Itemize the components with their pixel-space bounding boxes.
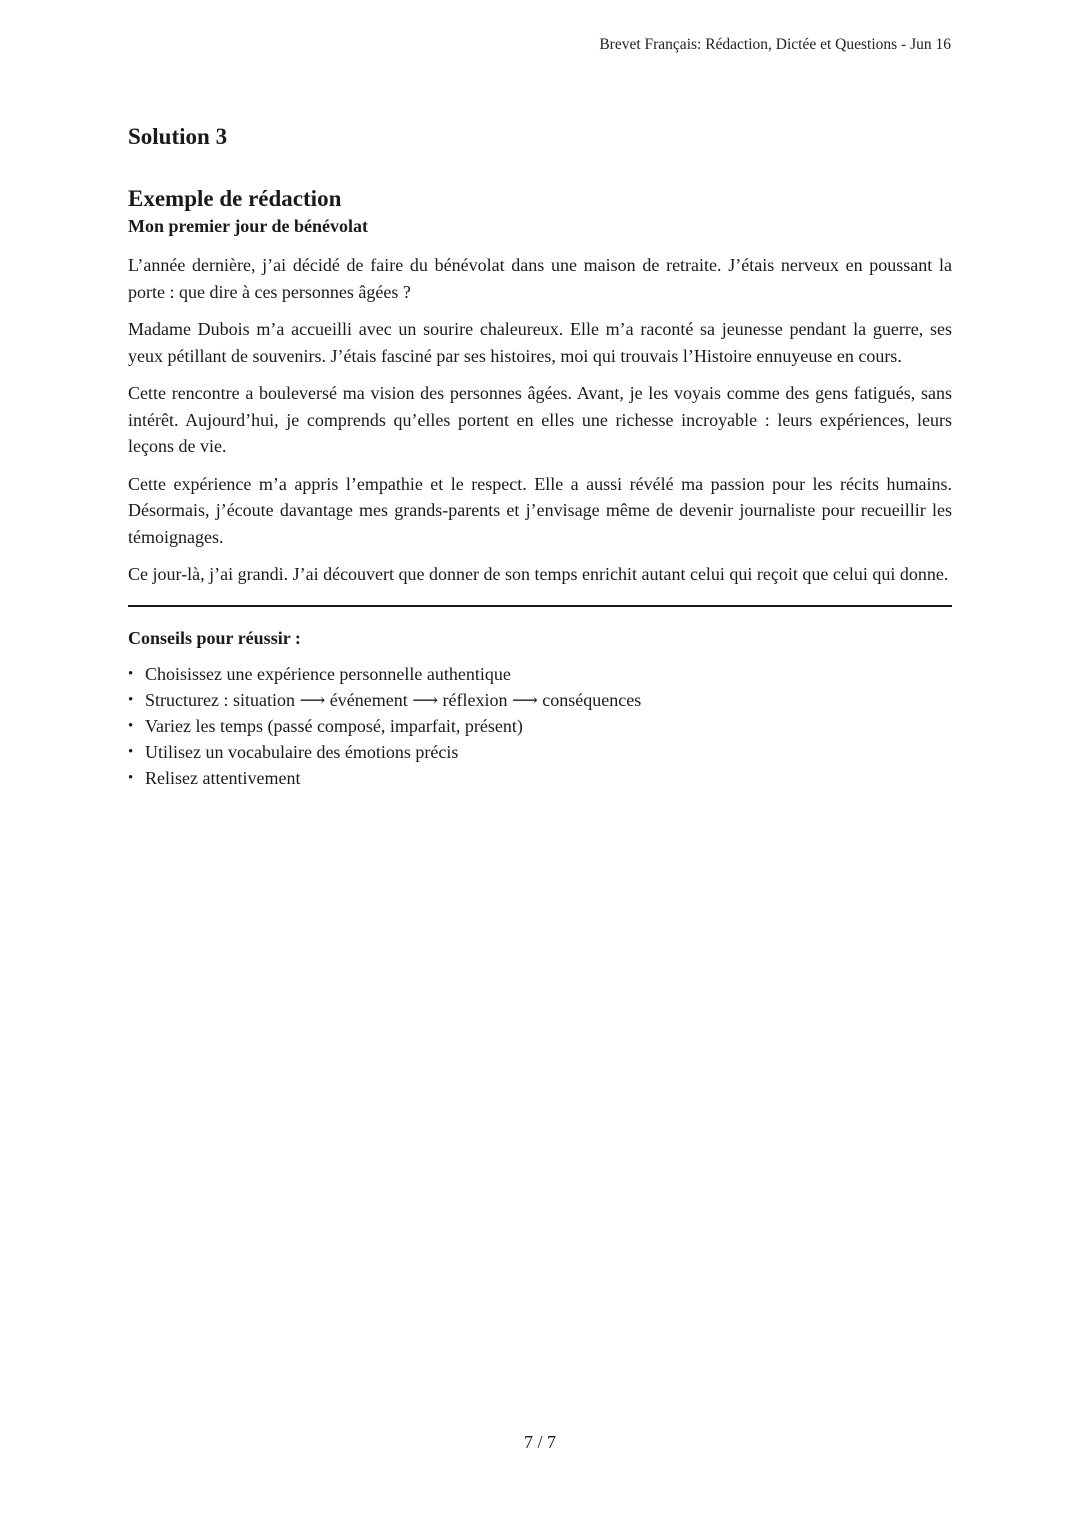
tips-list-item [128, 739, 952, 765]
redaction-paragraph-4: Cette expérience m’a appris l’empathie et le respect. Elle a aussi révélé ma passion pour les récits humains. Désormais, j’écoute davantage mes grands-parents et j’envisage même de devenir journaliste pour recueillir les témoignages. [128, 473, 952, 547]
redaction-paragraph-3: Cette rencontre a bouleversé ma vision des personnes âgées. Avant, je les voyais comme des gens fatigués, sans intérêt. Aujourd’hui, je comprends qu’elles portent en elles une richesse incroyable : leurs expériences, leurs leçons de vie. [128, 383, 952, 456]
solution-title: Solution 3 [128, 124, 228, 149]
redaction-subtitle: Mon premier jour de bénévolat [128, 216, 368, 236]
tips-item-text: Variez les temps (passé composé, imparfait, présent) [145, 715, 523, 736]
tips-item-text: Relisez attentivement [145, 768, 301, 789]
tips-list-item [128, 661, 952, 687]
tips-title: Conseils pour réussir : [128, 627, 301, 648]
tips-item-text: Structurez : situation ⟶ événement ⟶ réflexion ⟶ conséquences [145, 689, 642, 710]
redaction-paragraph-2: Madame Dubois m’a accueilli avec un sourire chaleureux. Elle m’a raconté sa jeunesse pendant la guerre, ses yeux pétillant de souvenirs. J’étais fasciné par ses histoires, moi qui trouvais l’Histoire ennuyeuse en cours. [128, 319, 952, 366]
bullet-icon: • [128, 770, 134, 787]
tips-list-item [128, 765, 952, 791]
tips-list [128, 661, 952, 792]
tips-list-item [128, 713, 952, 739]
redaction-title: Exemple de rédaction [128, 186, 342, 211]
tips-item-text: Choisissez une expérience personnelle authentique [145, 663, 511, 684]
bullet-icon: • [128, 717, 134, 734]
redaction-paragraph-1: L’année dernière, j’ai décidé de faire du bénévolat dans une maison de retraite. J’étais nerveux en poussant la porte : que dire à ces personnes âgées ? [128, 255, 952, 302]
bullet-icon: • [128, 691, 134, 708]
page-content [128, 122, 952, 792]
tips-item-text: Utilisez un vocabulaire des émotions précis [145, 742, 459, 763]
redaction-paragraph-5: Ce jour-là, j’ai grandi. J’ai découvert que donner de son temps enrichit autant celui qui reçoit que celui qui donne. [128, 564, 949, 584]
section-divider [128, 605, 952, 607]
running-header: Brevet Français: Rédaction, Dictée et Questions - Jun 16 [599, 36, 951, 53]
page-number: 7 / 7 [523, 1432, 556, 1452]
tips-list-item [128, 687, 952, 713]
bullet-icon: • [128, 744, 134, 761]
bullet-icon: • [128, 665, 134, 682]
